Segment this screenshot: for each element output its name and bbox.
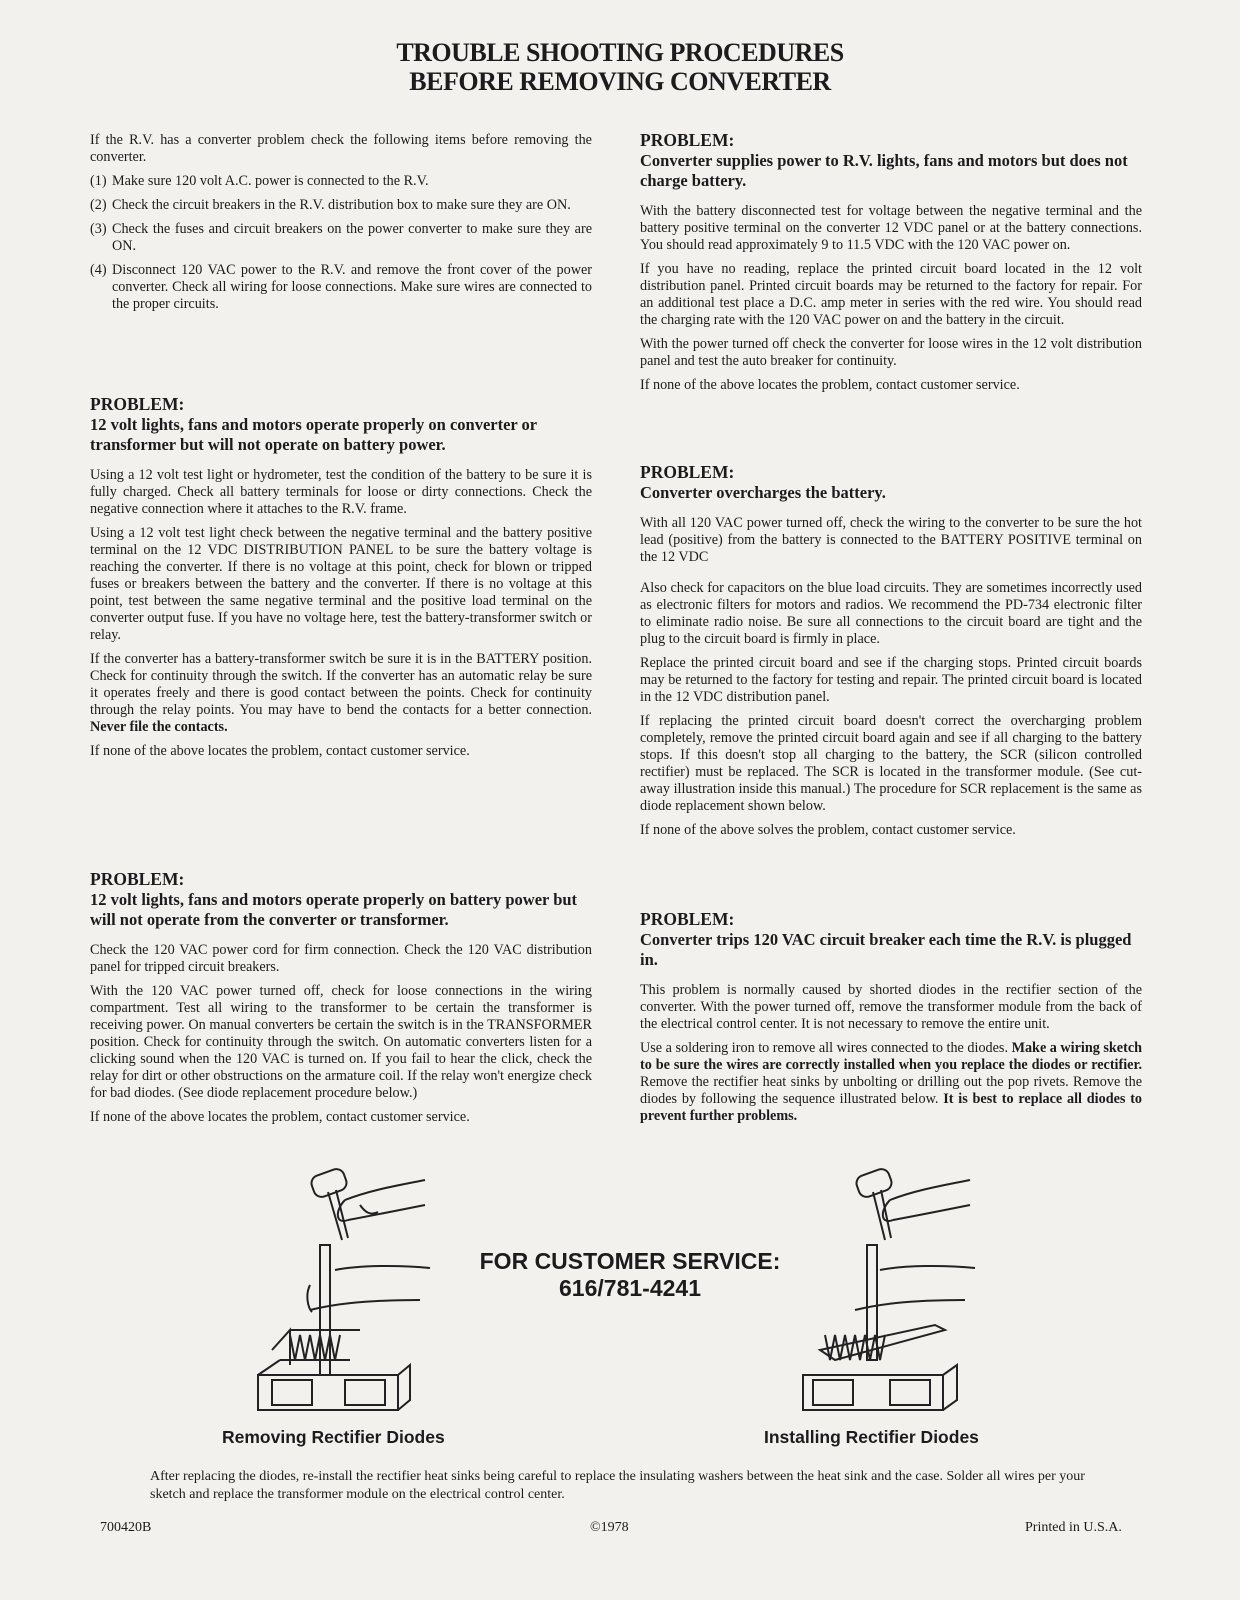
problem-title: Converter overcharges the battery. xyxy=(640,483,886,502)
paragraph: If you have no reading, replace the printed circuit board located in the 12 volt distribution panel. Printed circuit boards may be returned to the factory for repair. For an additional test place a D.C. amp meter in series with the red wire. You should read the charging rate with the 120 VAC power on and the battery in the circuit. xyxy=(640,261,1142,328)
paragraph-text: If the converter has a battery-transformer switch be sure it is in the BATTERY position. Check for continuity through the switch. If the converter has an automatic relay be sure it operates freely and there is good contact between the points. Check for continuity through the relay points. You may have to bend the contacts for a better connection. xyxy=(90,651,592,718)
item-text: Disconnect 120 VAC power to the R.V. and remove the front cover of the power converter. Check all wiring for loose connections. Make sure wires are connected to the proper circuits. xyxy=(112,262,592,312)
printed-in: Printed in U.S.A. xyxy=(1025,1520,1122,1535)
problem-label: PROBLEM: xyxy=(640,130,735,150)
paragraph xyxy=(640,1040,1142,1125)
heat-sink-icon xyxy=(803,1325,957,1410)
paragraph: Replace the printed circuit board and see if the charging stops. Printed circuit boards may be returned to the factory for testing and repair. The printed circuit board is located in the 12 VDC distribution panel. xyxy=(640,655,1142,705)
paragraph: Using a 12 volt test light or hydrometer, test the condition of the battery to be sure it is fully charged. Check all battery terminals for loose or dirty connections. Check the negative connection where it attaches to the R.V. frame. xyxy=(90,467,592,517)
paragraph: If none of the above locates the problem, contact customer service. xyxy=(640,377,1020,393)
checklist-item xyxy=(90,173,592,190)
item-number: (1) xyxy=(90,173,107,189)
customer-service-block xyxy=(420,1248,840,1302)
paragraph: If none of the above locates the problem, contact customer service. xyxy=(90,743,470,759)
problem-label: PROBLEM: xyxy=(90,869,185,889)
paragraph: With the 120 VAC power turned off, check for loose connections in the wiring compartment. Test all wiring to the transformer to be certain the transformer is receiving power. On manual converters be certain the switch is in the TRANSFORMER position. Check for continuity through the switch. On automatic converters listen for a clicking sound when the 120 VAC is turned on. If you fail to hear the click, check the relay for dirt or other obstructions on the armature coil. If the relay won't energize check for bad diodes. (See diode replacement procedure below.) xyxy=(90,983,592,1101)
paragraph: With the battery disconnected test for voltage between the negative terminal and the battery positive terminal on the converter 12 VDC panel or at the battery connections. You should read approximately 9 to 11.5 VDC with the 120 VAC power on. xyxy=(640,203,1142,253)
item-text: Check the circuit breakers in the R.V. distribution box to make sure they are ON. xyxy=(112,197,571,213)
punch-tool-icon xyxy=(867,1245,877,1360)
bold-note: Never file the contacts. xyxy=(90,719,228,735)
checklist-item xyxy=(90,221,592,255)
item-number: (3) xyxy=(90,221,107,237)
problem-overcharge xyxy=(640,462,1142,846)
paragraph: Using a 12 volt test light check between the negative terminal and the battery positive terminal on the 12 VDC DISTRIBUTION PANEL to be sure the battery voltage is reaching the converter. If there is no voltage at this point, check for blown or tripped fuses or breakers between the battery and the converter. If there is no voltage at this point, test between the same negative terminal and the positive load terminal on the converter output fuse. If you have no voltage here, test the battery-transformer switch or relay. xyxy=(90,525,592,643)
installing-caption: Installing Rectifier Diodes xyxy=(764,1427,979,1447)
document-code: 700420B xyxy=(100,1520,152,1535)
item-number: (4) xyxy=(90,262,107,278)
problem-battery-power xyxy=(90,394,592,767)
title-line-2: BEFORE REMOVING CONVERTER xyxy=(409,67,831,96)
paragraph: Check the 120 VAC power cord for firm connection. Check the 120 VAC distribution panel for tripped circuit breakers. xyxy=(90,942,592,975)
title-line-1: TROUBLE SHOOTING PROCEDURES xyxy=(396,38,844,67)
paragraph: With the power turned off check the converter for loose wires in the 12 volt distribution panel and test the auto breaker for continuity. xyxy=(640,336,1142,369)
paragraph: If none of the above locates the problem, contact customer service. xyxy=(90,1109,470,1125)
paragraph: Also check for capacitors on the blue load circuits. They are sometimes incorrectly used as electronic filters for motors and radios. We recommend the PD-734 electronic filter to eliminate radio noise. Be sure all connections to the circuit board are tight and the plug to the circuit board is firmly in place. xyxy=(640,580,1142,647)
problem-title: Converter supplies power to R.V. lights, fans and motors but does not charge battery. xyxy=(640,151,1128,190)
customer-service-phone: 616/781-4241 xyxy=(559,1275,701,1301)
item-text: Make sure 120 volt A.C. power is connected to the R.V. xyxy=(112,173,429,189)
hand-lower-icon xyxy=(855,1266,975,1310)
problem-label: PROBLEM: xyxy=(640,909,735,929)
heat-sink-icon xyxy=(258,1330,410,1410)
item-text: Check the fuses and circuit breakers on the power converter to make sure they are ON. xyxy=(112,221,592,254)
checklist-item xyxy=(90,197,592,214)
intro-text: If the R.V. has a converter problem check the following items before removing the converter. xyxy=(90,132,592,165)
paragraph-text: Use a soldering iron to remove all wires connected to the diodes. xyxy=(640,1040,1008,1056)
paragraph: If replacing the printed circuit board doesn't correct the overcharging problem completely, remove the printed circuit board again and see if all charging to the battery stops. If this doesn't stop all charging to the battery, the SCR (silicon controlled rectifier) must be replaced. The SCR is located in the transformer module. (See cut-away illustration inside this manual.) The procedure for SCR replacement is the same as diode replacement shown below. xyxy=(640,713,1142,814)
intro-section xyxy=(90,132,592,320)
problem-title: Converter trips 120 VAC circuit breaker each time the R.V. is plugged in. xyxy=(640,930,1132,969)
problem-title: 12 volt lights, fans and motors operate properly on battery power but will not operate from the converter or transformer. xyxy=(90,890,578,929)
bold-note: It is best to replace all diodes to prevent further problems. xyxy=(640,1091,1143,1124)
problem-label: PROBLEM: xyxy=(640,462,735,482)
customer-service-label: FOR CUSTOMER SERVICE: xyxy=(479,1248,781,1274)
problem-converter-power xyxy=(90,869,592,1133)
checklist-item xyxy=(90,262,592,313)
paragraph: If none of the above solves the problem, contact customer service. xyxy=(640,822,1016,838)
paragraph: This problem is normally caused by shorted diodes in the rectifier section of the converter. With the power turned off, remove the transformer module from the back of the electrical control center. It is not necessary to remove the entire unit. xyxy=(640,982,1142,1032)
paragraph: With all 120 VAC power turned off, check the wiring to the converter to be sure the hot lead (positive) from the battery is connected to the BATTERY POSITIVE terminal on the 12 VDC xyxy=(640,515,1142,565)
hand-upper-icon xyxy=(883,1180,970,1221)
paragraph xyxy=(90,651,592,736)
copyright: ©1978 xyxy=(590,1520,629,1535)
paragraph-text: Remove the rectifier heat sinks by unbolting or drilling out the pop rivets. Remove the diodes by following the sequence illustrated below. xyxy=(640,1074,1142,1107)
item-number: (2) xyxy=(90,197,107,213)
hand-lower-icon xyxy=(307,1266,430,1312)
problem-title: 12 volt lights, fans and motors operate properly on converter or transformer but will not operate on battery power. xyxy=(90,415,537,454)
page-title xyxy=(0,38,1240,96)
problem-breaker-trips xyxy=(640,909,1142,1132)
footer-note: After replacing the diodes, re-install the rectifier heat sinks being careful to replace the insulating washers between the heat sink and the case. Solder all wires per your sketch and replace the transformer module on the electrical control center. xyxy=(150,1469,1085,1502)
problem-no-charge xyxy=(640,130,1142,401)
bold-note: Make a wiring sketch to be sure the wires are correctly installed when you replace the diodes or rectifier. xyxy=(640,1040,1143,1073)
hand-upper-icon xyxy=(338,1180,425,1221)
problem-label: PROBLEM: xyxy=(90,394,185,414)
removing-caption: Removing Rectifier Diodes xyxy=(222,1427,445,1447)
